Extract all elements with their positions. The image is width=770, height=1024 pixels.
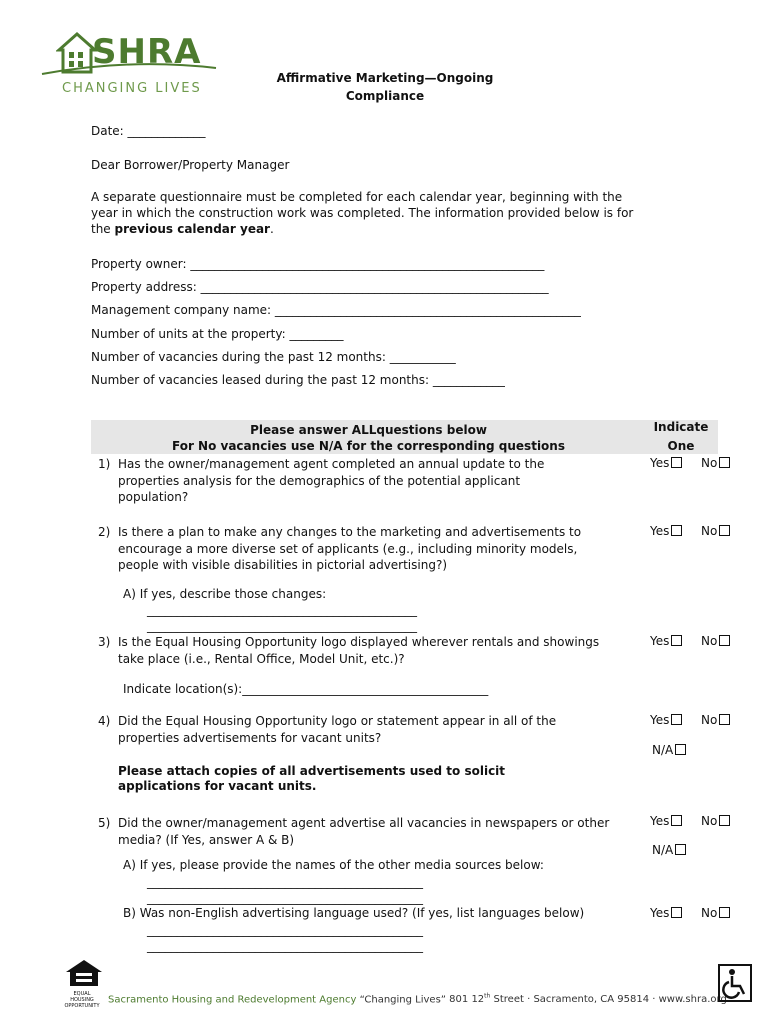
q1-yes-checkbox[interactable] [671,457,682,468]
accessibility-icon [718,964,752,1002]
vacancies-field[interactable]: Number of vacancies during the past 12 months: ___________ [91,350,456,364]
header-instruction-2: For No vacancies use N/A for the corresponding questions [172,439,565,453]
q5b-yes-checkbox[interactable] [671,907,682,918]
q3-line-1: Is the Equal Housing Opportunity logo displayed wherever rentals and showings [118,635,600,649]
q2-no-checkbox[interactable] [719,525,730,536]
title-line-2: Compliance [345,89,425,103]
footer-text [108,993,727,1005]
q5-na-checkbox[interactable] [675,844,686,855]
intro-line-1: A separate questionnaire must be completed for each calendar year, beginning with the [91,190,623,204]
eho-caption: EQUAL HOUSING OPPORTUNITY [64,991,100,1009]
management-company-field[interactable]: Management company name: ___________________________________________________ [91,303,581,317]
date-field[interactable]: Date: _____________ [91,124,206,138]
q1-line-2: properties analysis for the demographics of the potential applicant [118,473,521,488]
q4-note-line-1: Please attach copies of all advertisements used to solicit [118,764,506,778]
q4-no-option[interactable]: No [701,713,730,727]
q4-na-checkbox[interactable] [675,744,686,755]
property-owner-field[interactable]: Property owner: ___________________________________________________________ [91,257,545,271]
q3-yes-option[interactable]: Yes [650,634,682,648]
vacancies-leased-field[interactable]: Number of vacancies leased during the past 12 months: ____________ [91,373,505,387]
q1-no-checkbox[interactable] [719,457,730,468]
page-title [265,69,505,105]
q5b-no-checkbox[interactable] [719,907,730,918]
q4-yes-option[interactable]: Yes [650,713,682,727]
property-address-field[interactable]: Property address: __________________________________________________________ [91,280,549,294]
q1-line-1: Has the owner/management agent completed an annual update to the [118,457,545,471]
q2-yes-checkbox[interactable] [671,525,682,536]
q3-location-field[interactable]: Indicate location(s):_________________________________________ [123,682,489,696]
q5-line-1: Did the owner/management agent advertise all vacancies in newspapers or other [118,816,610,830]
q5-yes-option[interactable]: Yes [650,814,682,828]
wheelchair-icon [720,966,750,1000]
indicate-header-1: Indicate [653,420,709,434]
q4-na-option[interactable]: N/A [652,743,686,757]
title-line-1: Affirmative Marketing—Ongoing [276,71,494,85]
q5-a-answer-line-2[interactable]: ______________________________________________ [147,891,423,905]
q1-yes-option[interactable]: Yes [650,456,682,470]
q5-number: 5) [98,816,111,830]
shra-logo [40,26,220,96]
q4-number: 4) [98,714,111,728]
q5-b-answer-line-1[interactable]: ______________________________________________ [147,923,423,937]
q1-no-option[interactable]: No [701,456,730,470]
footer-agency: Sacramento Housing and Redevelopment Agency [108,994,357,1006]
q2-yes-option[interactable]: Yes [650,524,682,538]
q3-number: 3) [98,635,111,649]
footer-address: 801 12th Street · Sacramento, CA 95814 · www.shra.org [449,993,727,1006]
q3-no-option[interactable]: No [701,634,730,648]
q2-answer-line-2[interactable]: _____________________________________________ [147,619,417,633]
q5-yes-checkbox[interactable] [671,815,682,826]
tagline: CHANGING LIVES [62,81,202,96]
logo-swoosh [40,62,218,76]
q2-line-1: Is there a plan to make any changes to the marketing and advertisements to [118,525,582,539]
q4-line-2: properties advertisements for vacant units? [118,730,382,745]
org-name: SHRA [92,32,202,72]
q5-a-answer-line-1[interactable]: ______________________________________________ [147,875,423,889]
q1-line-3: population? [118,490,189,504]
q4-line-1: Did the Equal Housing Opportunity logo or statement appear in all of the [118,714,557,728]
q5-sub-a: A) If yes, please provide the names of the other media sources below: [123,858,544,872]
q5-yes-option-b[interactable]: Yes [650,906,682,920]
q5-na-option[interactable]: N/A [652,843,686,857]
equal-housing-logo [62,958,106,1009]
q4-no-checkbox[interactable] [719,714,730,725]
q1-number: 1) [98,457,111,471]
intro-paragraph [91,189,633,237]
intro-line-3: the previous calendar year. [91,222,274,236]
q4-yes-checkbox[interactable] [671,714,682,725]
q2-line-3: people with visible disabilities in pictorial advertising?) [118,558,448,572]
q4-note-line-2: applications for vacant units. [118,779,317,793]
q2-sub-a: A) If yes, describe those changes: [123,587,327,601]
q3-yes-checkbox[interactable] [671,635,682,646]
q2-line-2: encourage a more diverse set of applicants (e.g., including minority models, [118,541,578,556]
q5-no-checkbox[interactable] [719,815,730,826]
q5-line-2: media? (If Yes, answer A & B) [118,832,295,847]
equal-housing-icon [62,958,106,988]
q3-no-checkbox[interactable] [719,635,730,646]
q5-no-option[interactable]: No [701,814,730,828]
indicate-header-2: One [667,439,695,453]
footer-slogan: “Changing Lives” [359,994,446,1006]
number-of-units-field[interactable]: Number of units at the property: _________ [91,327,344,341]
q3-line-2: take place (i.e., Rental Office, Model Unit, etc.)? [118,651,405,666]
previous-calendar-year: previous calendar year [114,222,270,236]
q5-b-answer-line-2[interactable]: ______________________________________________ [147,939,423,953]
q2-number: 2) [98,525,111,539]
salutation: Dear Borrower/Property Manager [91,158,290,172]
header-instruction-1: Please answer ALLquestions below [250,423,487,437]
q5-sub-b: B) Was non-English advertising language used? (If yes, list languages below) [123,906,585,920]
q2-answer-line-1[interactable]: _____________________________________________ [147,603,417,617]
intro-line-2: year in which the construction work was completed. The information provided below is for [91,206,634,220]
q2-no-option[interactable]: No [701,524,730,538]
q5-no-option-b[interactable]: No [701,906,730,920]
